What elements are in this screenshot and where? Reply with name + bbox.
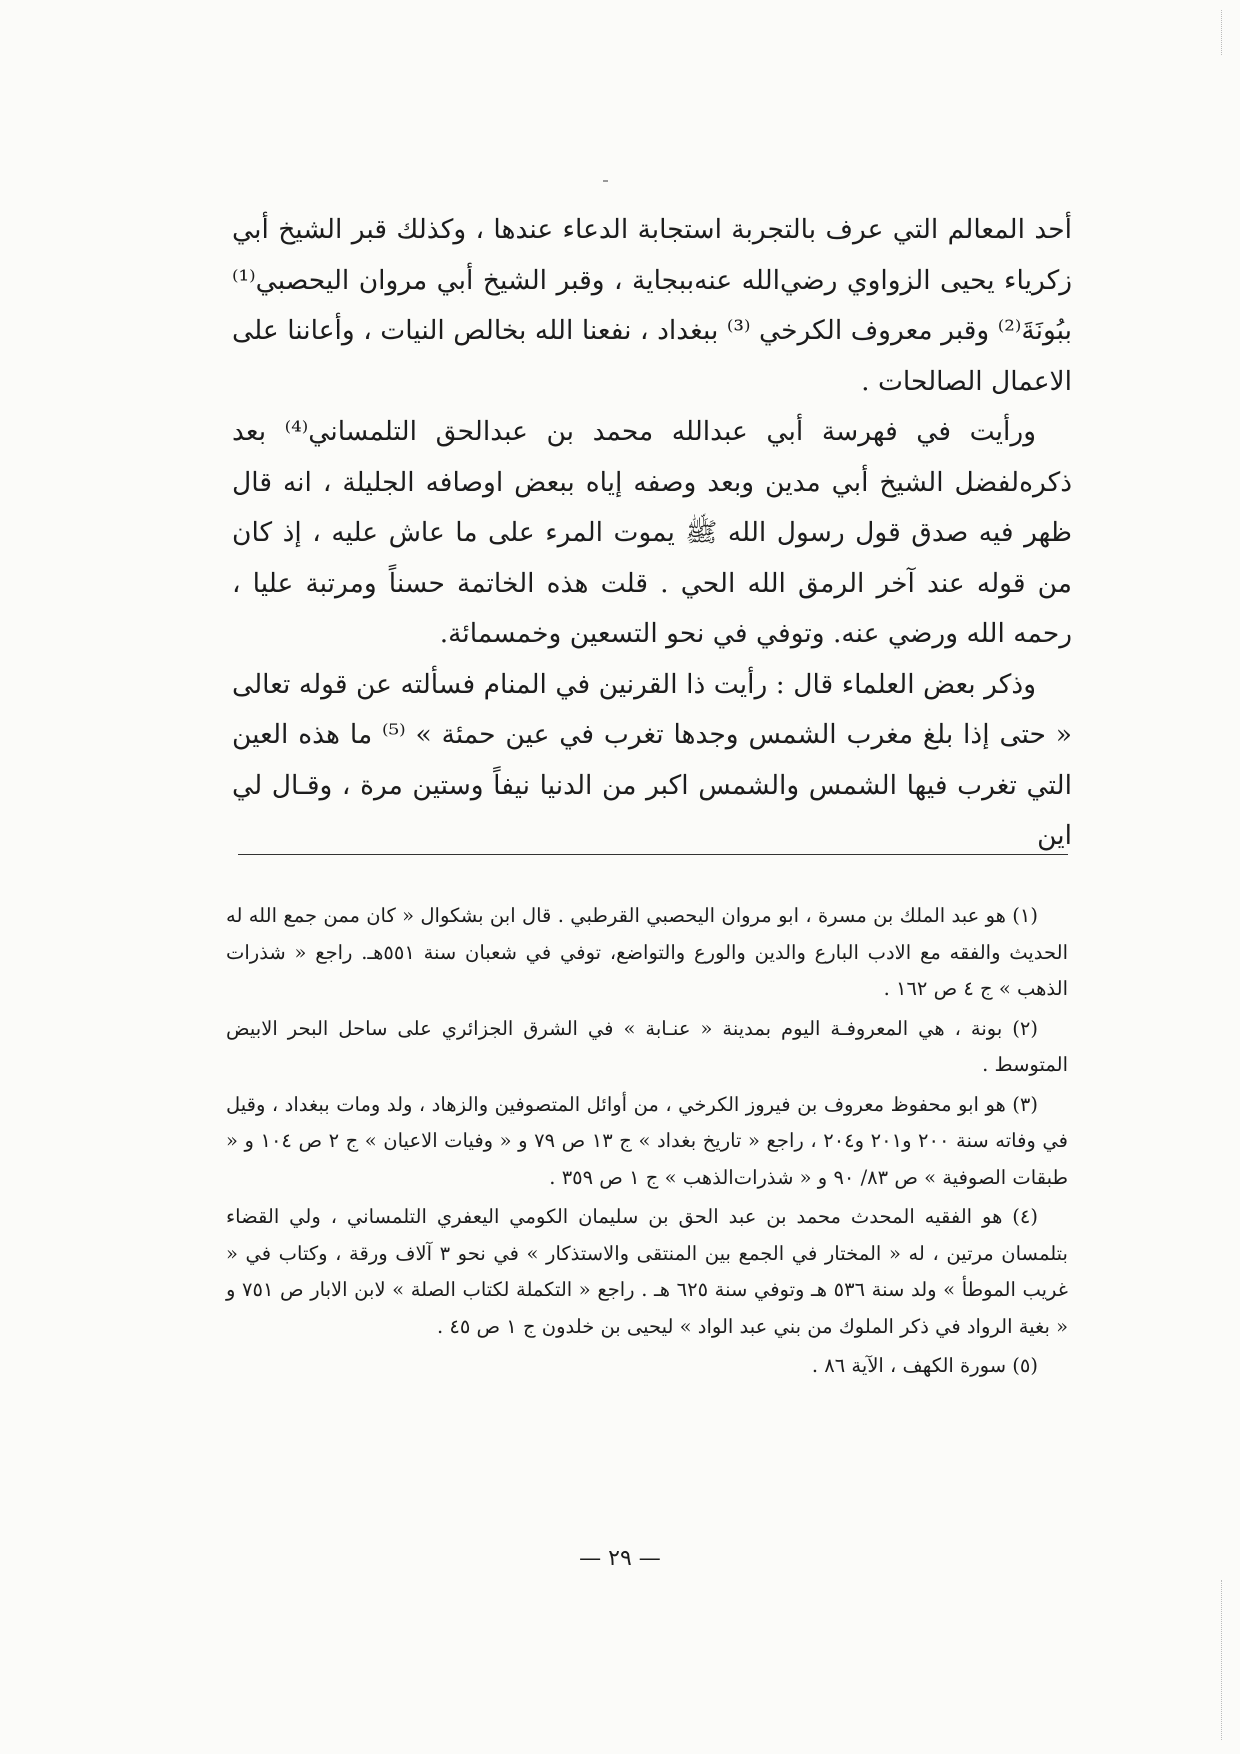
- scan-edge-mark: [1221, 1580, 1222, 1740]
- paragraph-2: ورأيت في فهرسة أبي عبدالله محمد بن عبدالحق التلمساني⁽⁴⁾ بعد ذكره‌لفضل الشيخ أبي مدين وبعد وصفه إياه ببعض اوصافه الجليلة ، انه قال ظهر فيه صدق قول رسول الله ﷺ يموت المرء على ما عاش عليه ، إذ كان من قوله عند آخر الرمق الله الحي . قلت هذه الخاتمة حسناً ومرتبة عليا ، رحمه الله ورضي عنه. وتوفي في نحو التسعين وخمسمائة.: [232, 416, 1072, 649]
- footnote-2: (٢) بونة ، هي المعروفـة اليوم بمدينة « عنـابة » في الشرق الجزائري على ساحل البحر الابيض المتوسط .: [226, 1016, 1068, 1076]
- footnote-4: (٤) هو الفقيه المحدث محمد بن عبد الحق بن سليمان الكومي اليعفري التلمساني ، ولي القضاء بتلمسان مرتين ، له « المختار في الجمع بين المنتقى والاستذكار » في نحو ٣ آلاف ورقة ، وكتاب في « غريب الموطأ » ولد سنة ٥٣٦ هـ وتوفي سنة ٦٢٥ هـ . راجع « التكملة لكتاب الصلة » لابن الابار ص ٧٥١ و « بغية الرواد في ذكر الملوك من بني عبد الواد » ليحيى بن خلدون ج ١ ص ٤٥ .: [226, 1205, 1068, 1338]
- page-number: — ٢٩ —: [579, 1546, 661, 1571]
- paragraph-3: وذكر بعض العلماء قال : رأيت ذا القرنين في المنام فسألته عن قوله تعالى « حتى إذا بلغ مغرب الشمس وجدها تغرب في عين حمئة » ⁽⁵⁾ ما هذه العين التي تغرب فيها الشمس والشمس اكبر من الدنيا نيفاً وستين مرة ، وقـال لي اين: [232, 668, 1072, 851]
- scan-speck: [603, 180, 608, 182]
- footnote-3: (٣) هو ابو محفوظ معروف بن فيروز الكرخي ، من أوائل المتصوفين والزهاد ، ولد ومات ببغداد ، وقيل في وفاته سنة ٢٠٠ و٢٠١ و٢٠٤ ، راجع « تاريخ بغداد » ج ١٣ ص ٧٩ و « وفيات الاعيان » ج ٢ ص ١٠٤ و « طبقات الصوفية » ص ٨٣/ ٩٠ و « شذرات‌الذهب » ج ١ ص ٣٥٩ .: [226, 1092, 1068, 1189]
- footnote-5: (٥) سورة الكهف ، الآية ٨٦ .: [811, 1354, 1038, 1377]
- footnote-1: (١) هو عبد الملك بن مسرة ، ابو مروان اليحصبي القرطبي . قال ابن بشكوال « كان ممن جمع الله له الحديث والفقه مع الادب البارع والدين والورع والتواضع، توفي في شعبان سنة ٥٥١هـ. راجع « شذرات الذهب » ج ٤ ص ١٦٢ .: [226, 904, 1068, 1000]
- scan-edge-mark: [1221, 10, 1222, 55]
- footnote-separator: [238, 854, 1068, 855]
- footnotes: [226, 898, 1068, 1388]
- paragraph-1: أحد المعالم التي عرف بالتجربة استجابة الدعاء عندها ، وكذلك قبر الشيخ أبي زكرياء يحيى الزواوي رضي‌الله عنه‌ببجاية ، وقبر الشيخ أبي مروان اليحصبي⁽¹⁾ ببُونَةَ⁽²⁾ وقبر معروف الكرخي ⁽³⁾ ببغداد ، نفعنا الله بخالص النيات ، وأعاننا على الاعمال الصالحات .: [232, 214, 1073, 397]
- main-text: [232, 205, 1072, 862]
